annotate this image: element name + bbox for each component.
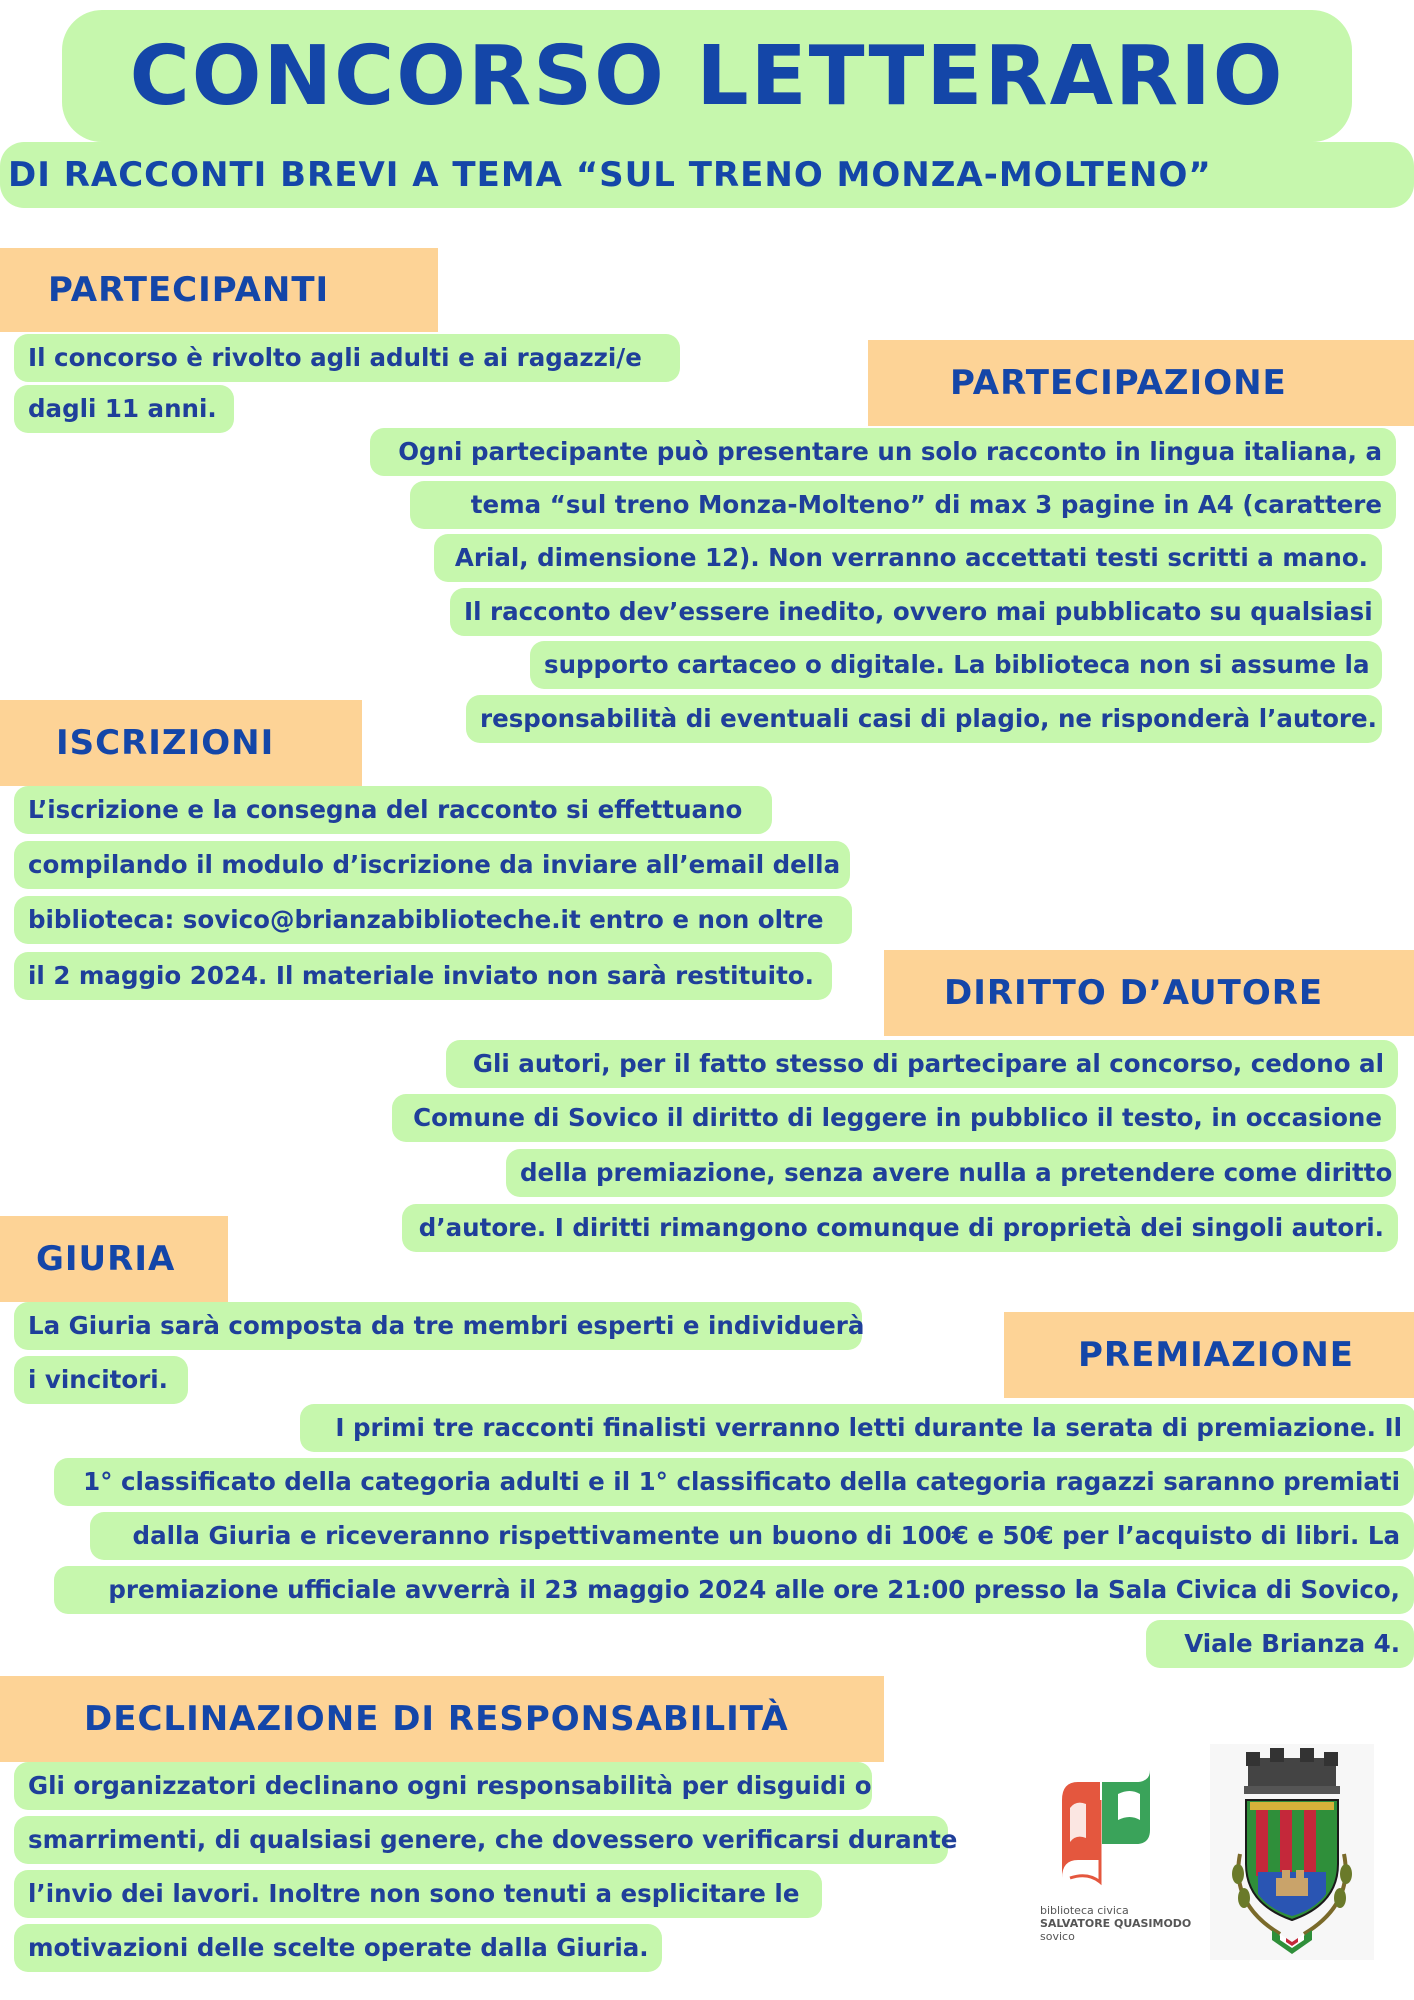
iscrizioni-line: compilando il modulo d’iscrizione da inviare all’email della <box>14 841 850 889</box>
declinazione-line: l’invio dei lavori. Inoltre non sono tenuti a esplicitare le <box>14 1870 822 1918</box>
heading-partecipanti <box>0 248 438 332</box>
declinazione-line: smarrimenti, di qualsiasi genere, che dovessero verificarsi durante <box>14 1816 948 1864</box>
partecipazione-line: responsabilità di eventuali casi di plagio, ne risponderà l’autore. <box>466 695 1382 743</box>
giuria-line: La Giuria sarà composta da tre membri esperti e individuerà <box>14 1302 862 1350</box>
page-subtitle: DI RACCONTI BREVI A TEMA “SUL TRENO MONZA-MOLTENO” <box>8 155 1212 195</box>
heading-declinazione-text: DECLINAZIONE DI RESPONSABILITÀ <box>84 1699 789 1739</box>
iscrizioni-line: il 2 maggio 2024. Il materiale inviato non sarà restituito. <box>14 952 832 1000</box>
heading-declinazione <box>0 1676 884 1762</box>
heading-diritto-autore-text: DIRITTO D’AUTORE <box>944 973 1324 1013</box>
subtitle-banner <box>0 142 1414 208</box>
partecipazione-line: Arial, dimensione 12). Non verranno accettati testi scritti a mano. <box>434 534 1382 582</box>
diritto-line: Gli autori, per il fatto stesso di partecipare al concorso, cedono al <box>446 1040 1398 1088</box>
premiazione-line: 1° classificato della categoria adulti e il 1° classificato della categoria ragazzi saranno premiati <box>54 1458 1414 1506</box>
library-logo-line1: biblioteca civica <box>1040 1904 1129 1917</box>
heading-diritto-autore <box>884 950 1414 1036</box>
heading-premiazione <box>1004 1312 1414 1398</box>
heading-partecipazione <box>868 340 1414 426</box>
iscrizioni-line: L’iscrizione e la consegna del racconto si effettuano <box>14 786 772 834</box>
declinazione-line: Gli organizzatori declinano ogni responsabilità per disguidi o <box>14 1762 872 1810</box>
title-banner <box>62 10 1352 142</box>
diritto-line: Comune di Sovico il diritto di leggere in pubblico il testo, in occasione <box>392 1094 1396 1142</box>
heading-iscrizioni <box>0 700 362 786</box>
diritto-line: d’autore. I diritti rimangono comunque di proprietà dei singoli autori. <box>402 1204 1398 1252</box>
partecipazione-line: Ogni partecipante può presentare un solo racconto in lingua italiana, a <box>370 428 1396 476</box>
partecipazione-line: tema “sul treno Monza-Molteno” di max 3 pagine in A4 (carattere <box>410 481 1396 529</box>
partecipanti-line: dagli 11 anni. <box>14 385 234 433</box>
premiazione-line: I primi tre racconti finalisti verranno letti durante la serata di premiazione. Il <box>300 1404 1414 1452</box>
library-logo <box>1040 1760 1190 1960</box>
diritto-line: della premiazione, senza avere nulla a pretendere come diritto <box>506 1149 1396 1197</box>
heading-iscrizioni-text: ISCRIZIONI <box>56 723 275 763</box>
giuria-line: i vincitori. <box>14 1356 188 1404</box>
library-logo-line2: SALVATORE QUASIMODO <box>1040 1917 1192 1930</box>
premiazione-line: dalla Giuria e riceveranno rispettivamente un buono di 100€ e 50€ per l’acquisto di libri. La <box>90 1512 1414 1560</box>
heading-partecipazione-text: PARTECIPAZIONE <box>950 363 1287 403</box>
library-logo-line3: sovico <box>1040 1930 1075 1943</box>
heading-giuria-text: GIURIA <box>36 1239 176 1279</box>
library-logo-icon <box>1040 1760 1170 1900</box>
partecipanti-line: Il concorso è rivolto agli adulti e ai ragazzi/e <box>14 334 680 382</box>
coat-of-arms <box>1210 1744 1374 1960</box>
partecipazione-line: supporto cartaceo o digitale. La biblioteca non si assume la <box>530 641 1382 689</box>
heading-premiazione-text: PREMIAZIONE <box>1078 1335 1355 1375</box>
premiazione-line: Viale Brianza 4. <box>1146 1620 1414 1668</box>
heading-partecipanti-text: PARTECIPANTI <box>48 270 330 310</box>
iscrizioni-line: biblioteca: sovico@brianzabiblioteche.it entro e non oltre <box>14 896 852 944</box>
page-title: CONCORSO LETTERARIO <box>129 28 1285 124</box>
premiazione-line: premiazione ufficiale avverrà il 23 maggio 2024 alle ore 21:00 presso la Sala Civica di Sovico, <box>54 1566 1414 1614</box>
heading-giuria <box>0 1216 228 1302</box>
declinazione-line: motivazioni delle scelte operate dalla Giuria. <box>14 1924 662 1972</box>
partecipazione-line: Il racconto dev’essere inedito, ovvero mai pubblicato su qualsiasi <box>450 588 1382 636</box>
coat-of-arms-icon <box>1210 1744 1374 1960</box>
